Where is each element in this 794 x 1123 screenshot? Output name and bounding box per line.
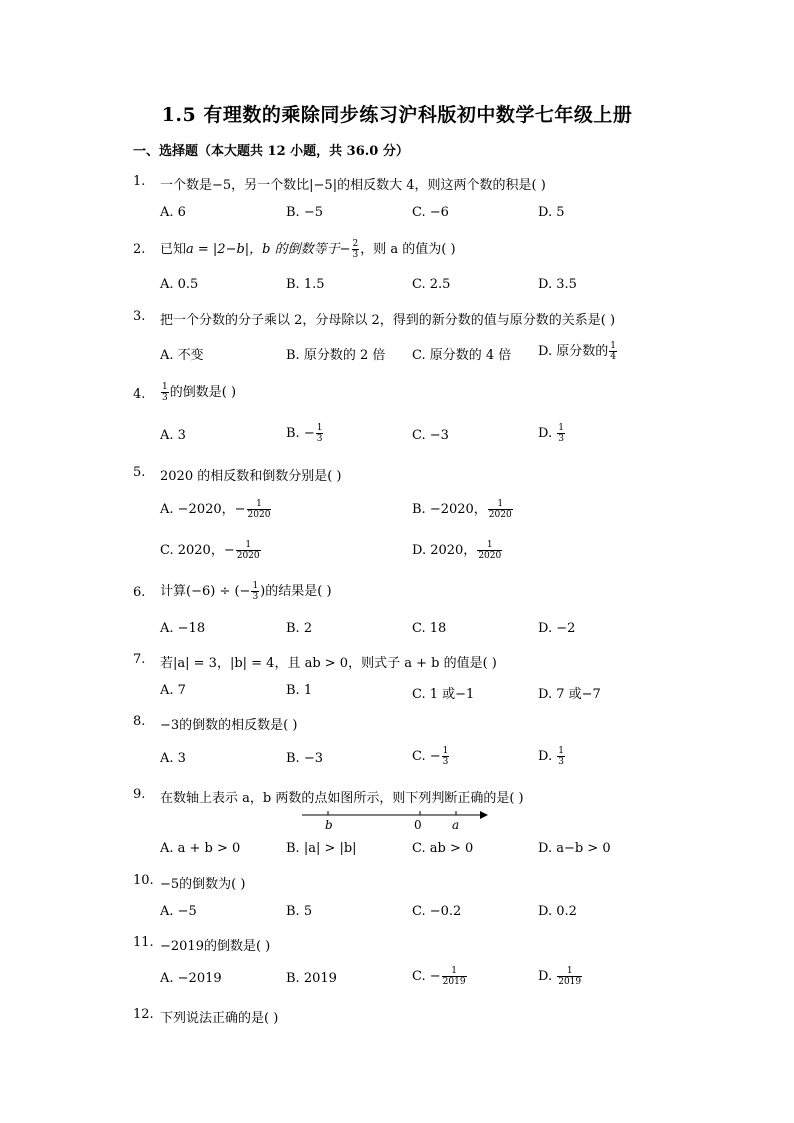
fraction: $\frac{1}{4}$ [610,341,616,362]
fraction: $\frac{1}{3}$ [558,746,564,767]
fraction: $\frac{1}{3}$ [558,423,564,444]
fraction: $\frac{1}{2020}$ [236,540,260,561]
fraction: $\frac{1}{2020}$ [478,540,502,561]
option-a: A. −2019 [160,971,222,986]
option-d: D. $\frac{1}{3}$ [538,423,564,444]
section-heading: 一、选择题（本大题共 12 小题，共 36.0 分） [133,144,409,159]
option-b: B. |a| > |b| [286,841,357,856]
question-number: 1. [133,174,146,189]
question-number: 4. [133,387,146,402]
question-number: 6. [133,585,146,600]
fraction: $\frac{2}{3}$ [352,239,359,260]
number-line-diagram [298,806,498,834]
fraction: $\frac{1}{3}$ [316,423,323,444]
option-d: D. −2 [538,621,576,636]
option-b: B. 5 [286,904,313,919]
question-number: 3. [133,309,146,324]
option-b: B. 2 [286,621,313,636]
option-a: A. 6 [160,205,186,220]
option-a: A. −5 [160,904,197,919]
question-text: 在数轴上表示 a，b 两数的点如图所示，则下列判断正确的是( ) [160,791,524,806]
question-text: −2019的倒数是( ) [160,939,271,954]
option-b: B. 1 [286,683,313,698]
option-b: B. −3 [286,751,323,766]
option-a: A. 7 [160,683,186,698]
option-b: B. 1.5 [286,277,325,292]
option-b: B. −5 [286,205,323,220]
option-c: C. − $\frac{1}{3}$ [412,746,449,767]
question-text: 下列说法正确的是( ) [160,1011,279,1026]
option-c: C. ab > 0 [412,841,474,856]
option-c: C. 2.5 [412,277,451,292]
option-d: D. 2020， $\frac{1}{2020}$ [412,540,502,561]
question-text-pre: 已知 [160,242,187,257]
question-text: $\frac{1}{3}$ 的倒数是( ) [162,382,237,403]
option-c: C. −3 [412,428,449,443]
option-d: D. $\frac{1}{3}$ [538,746,564,767]
question-text-mid: a = |2−b|，b 的倒数等于− [186,242,351,257]
option-a: A. 3 [160,751,186,766]
question-text: 计算(−6) ÷ (− $\frac{1}{3}$ )的结果是( ) [160,581,332,602]
label-b: b [325,818,333,832]
label-zero: 0 [414,818,422,832]
question-text: 2020 的相反数和倒数分别是( ) [160,469,342,484]
option-d: D. 0.2 [538,904,577,919]
question-number: 10. [133,873,154,888]
option-b: B. −2020， $\frac{1}{2020}$ [412,499,512,520]
option-c: C. −0.2 [412,904,462,919]
option-d: D. 5 [538,205,565,220]
question-number: 12. [133,1007,154,1022]
option-d: D. 3.5 [538,277,577,292]
fraction: $\frac{1}{2020}$ [247,499,271,520]
fraction: $\frac{1}{3}$ [252,581,259,602]
arrow-icon [480,811,488,819]
label-a: a [452,818,460,832]
question-number: 11. [133,935,154,950]
question-text: 把一个分数的分子乘以 2，分母除以 2，得到的新分数的值与原分数的关系是( ) [160,313,616,328]
question-number: 7. [133,652,146,667]
question-number: 8. [133,714,146,729]
question-number: 9. [133,787,146,802]
option-a: A. 3 [160,428,186,443]
fraction: $\frac{1}{2019}$ [558,966,582,987]
question-text: 若|a| = 3，|b| = 4，且 ab > 0，则式子 a + b 的值是( ) [160,656,497,671]
option-d: D. 原分数的 $\frac{1}{4}$ [538,341,616,362]
option-a: A. 不变 [160,348,204,363]
option-a: A. −18 [160,621,206,636]
option-c: C. 2020，− $\frac{1}{2020}$ [160,540,260,561]
option-d: D. $\frac{1}{2019}$ [538,966,582,987]
fraction: $\frac{1}{2019}$ [442,966,466,987]
option-b: B. 原分数的 2 倍 [286,348,386,363]
fraction: $\frac{1}{2020}$ [488,499,512,520]
option-c: C. 18 [412,621,447,636]
option-c: C. 1 或−1 [412,687,475,702]
option-a: A. 0.5 [160,277,199,292]
question-text: 一个数是−5，另一个数比|−5|的相反数大 4，则这两个数的积是( ) [160,178,546,193]
fraction: $\frac{1}{3}$ [442,746,449,767]
question-number: 5. [133,465,146,480]
option-a: A. a + b > 0 [160,841,241,856]
page-title: 1.5 有理数的乘除同步练习沪科版初中数学七年级上册 [161,104,633,126]
option-c: C. 原分数的 4 倍 [412,348,512,363]
option-c: C. − $\frac{1}{2019}$ [412,966,466,987]
option-c: C. −6 [412,205,449,220]
option-b: B. 2019 [286,971,337,986]
option-a: A. −2020，− $\frac{1}{2020}$ [160,499,271,520]
option-b: B. − $\frac{1}{3}$ [286,423,323,444]
question-number: 2. [133,242,146,257]
question-text: −3的倒数的相反数是( ) [160,718,298,733]
question-text-post: ，则 a 的值为( ) [360,242,456,257]
question-text [160,238,456,260]
option-d: D. 7 或−7 [538,687,601,702]
question-text: −5的倒数为( ) [160,877,246,892]
option-d: D. a−b > 0 [538,841,611,856]
fraction: $\frac{1}{3}$ [162,382,168,403]
